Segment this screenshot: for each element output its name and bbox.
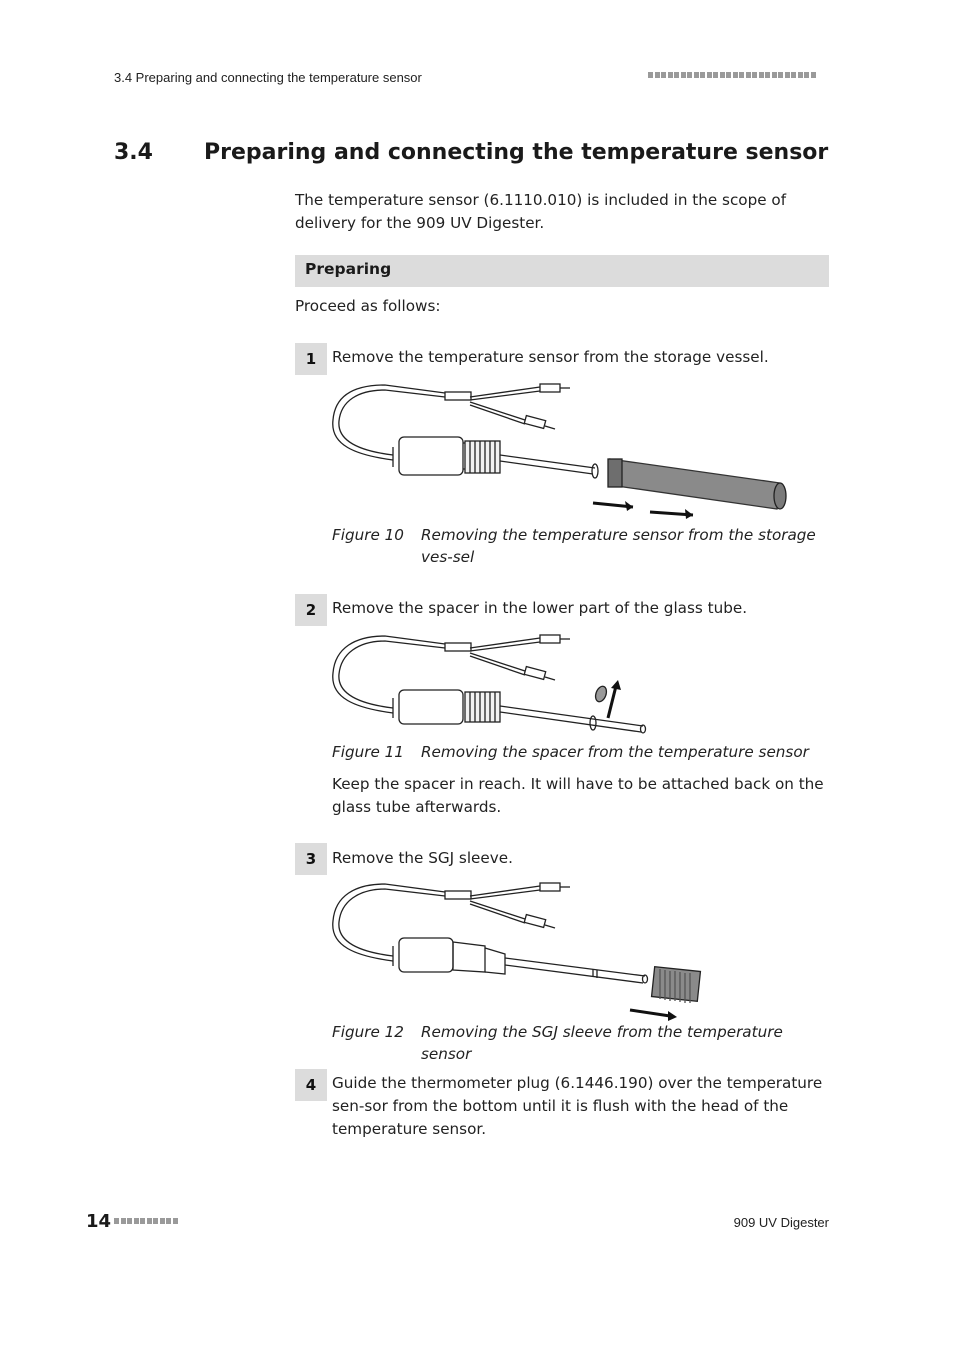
product-name: 909 UV Digester [733,1215,829,1230]
step-2-note: Keep the spacer in reach. It will have to be attached back on the glass tube afterwards. [332,775,824,816]
step-text-2: Remove the spacer in the lower part of the glass tube. [332,599,748,617]
section-title: Preparing and connecting the temperature sensor [204,140,829,165]
subsection-bar [295,255,829,287]
figure-12-text: Removing the SGJ sleeve from the temperature sensor [421,1023,783,1063]
figure-10-illustration [325,375,795,525]
step-number-2: 2 [295,594,327,626]
step-number-4: 4 [295,1069,327,1101]
subsection-title: Preparing [305,260,392,278]
step-text-4: Guide the thermometer plug (6.1446.190) over the temperature sen-sor from the bottom until it is flush with the head of the temperature sensor. [332,1074,823,1138]
step-number-3: 3 [295,843,327,875]
step-text-3: Remove the SGJ sleeve. [332,849,513,867]
figure-10-caption [332,524,829,570]
figure-10-label: Figure 10 [332,526,404,544]
step-text-1: Remove the temperature sensor from the storage vessel. [332,348,769,366]
figure-12-illustration [325,876,715,1021]
figure-11-illustration [325,628,665,743]
figure-11-label: Figure 11 [332,743,404,761]
figure-10-text: Removing the temperature sensor from the storage ves-sel [421,526,816,566]
figure-11-caption [332,741,829,765]
running-header: 3.4 Preparing and connecting the temperature sensor [114,70,422,85]
step-number-1: 1 [295,343,327,375]
page-number: 14 [86,1211,112,1232]
intro-paragraph: The temperature sensor (6.1110.010) is included in the scope of delivery for the 909 UV Digester. [295,191,787,232]
figure-11-text: Removing the spacer from the temperature sensor [421,743,809,761]
footer-decoration [114,1218,178,1224]
figure-12-caption [332,1021,829,1063]
lead-text: Proceed as follows: [295,297,441,315]
header-decoration [648,72,816,78]
section-number: 3.4 [114,140,153,165]
figure-12-label: Figure 12 [332,1023,404,1041]
